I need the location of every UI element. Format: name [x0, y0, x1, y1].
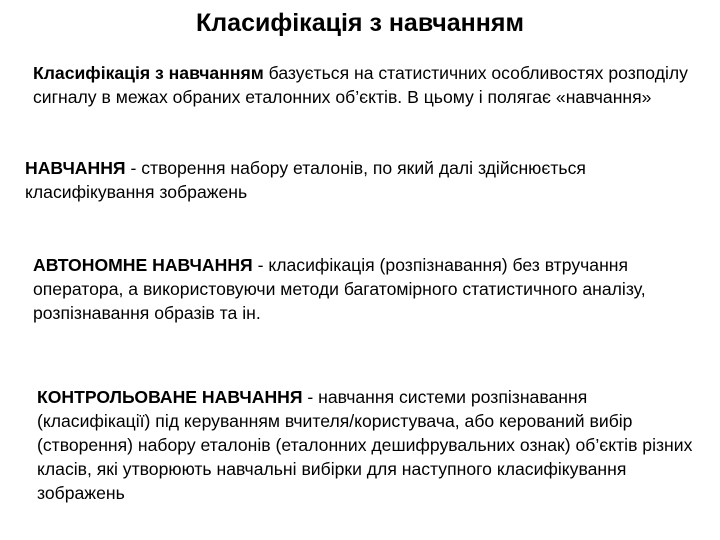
autonomous-text: - класифікація (розпізнавання) без втручання оператора, а використовуючи методи багатомірного статистичного аналізу, розпізнавання образів та ін.: [33, 255, 646, 323]
supervised-text: - навчання системи розпізнавання (класифікації) під керуванням вчителя/користувача, або керований вибір (створення) набору еталонів (еталонних дешифрувальних ознак) об’єктів різних класів, які утворюють навчальні вибірки для наступного класифікування зображень: [37, 387, 693, 503]
autonomous-term: АВТОНОМНЕ НАВЧАННЯ: [33, 255, 253, 275]
intro-term: Класифікація з навчанням: [33, 63, 264, 83]
supervised-paragraph: [37, 385, 697, 505]
intro-paragraph: [33, 61, 703, 109]
training-text: - створення набору еталонів, по який далі здійснюється класифікування зображень: [25, 158, 586, 202]
training-term: НАВЧАННЯ: [25, 158, 126, 178]
supervised-term: КОНТРОЛЬОВАНЕ НАВЧАННЯ: [37, 387, 303, 407]
training-paragraph: [25, 156, 700, 204]
autonomous-paragraph: [33, 253, 683, 325]
slide-title: Класифікація з навчанням: [196, 9, 524, 37]
intro-text: базується на статистичних особливостях розподілу сигналу в межах обраних еталонних об’єктів. В цьому і полягає «навчання»: [33, 63, 688, 107]
